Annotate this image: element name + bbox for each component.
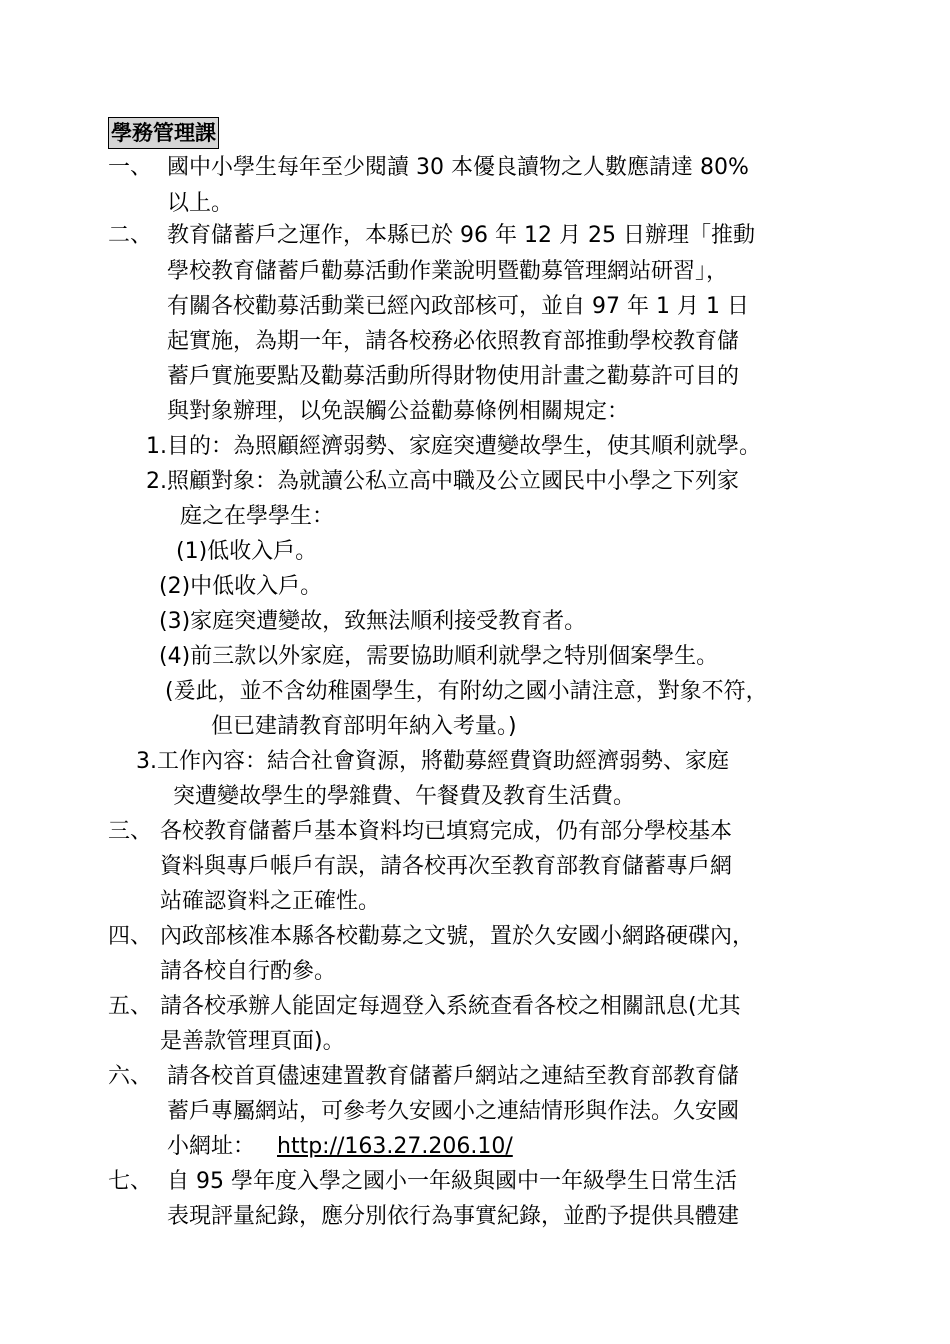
item-2-note-line-1: (爰此，並不含幼稚園學生，有附幼之國小請注意，對象不符， — [165, 679, 768, 704]
item-2-sub-3-line-2: 突遭變故學生的學雜費、午餐費及教育生活費。 — [173, 784, 636, 809]
item-2-number: 二、 — [108, 223, 153, 248]
item-6-line-3 — [167, 1129, 513, 1165]
item-1-number: 一、 — [108, 155, 153, 180]
item-1-line-1: 國中小學生每年至少閱讀 30 本優良讀物之人數應請達 80% — [167, 155, 749, 180]
item-4-number: 四、 — [108, 924, 153, 949]
item-2-sub-3-line-1: 3.工作內容：結合社會資源，將勸募經費資助經濟弱勢、家庭 — [136, 749, 729, 774]
item-7-number: 七、 — [108, 1169, 153, 1194]
item-6-number: 六、 — [108, 1064, 153, 1089]
item-4-line-2: 請各校自行酌參。 — [160, 959, 337, 984]
item-7-line-2: 表現評量紀錄，應分別依行為事實紀錄，並酌予提供具體建 — [167, 1204, 740, 1229]
item-2-line-2: 學校教育儲蓄戶勸募活動作業說明暨勸募管理網站研習」， — [167, 259, 729, 284]
item-2-line-4: 起實施，為期一年，請各校務必依照教育部推動學校教育儲 — [167, 329, 740, 354]
item-2-line-5: 蓄戶實施要點及勸募活動所得財物使用計畫之勸募許可目的 — [167, 364, 740, 389]
school-website-link[interactable]: http://163.27.206.10/ — [277, 1134, 513, 1159]
item-2-line-1: 教育儲蓄戶之運作，本縣已於 96 年 12 月 25 日辦理「推動 — [167, 223, 755, 248]
section-title: 學務管理課 — [108, 117, 219, 149]
item-4-line-1: 內政部核准本縣各校勸募之文號，置於久安國小網路硬碟內， — [160, 924, 755, 949]
item-2-point-3: (3)家庭突遭變故，致無法順利接受教育者。 — [159, 609, 587, 634]
item-2-line-3: 有關各校勸募活動業已經內政部核可，並自 97 年 1 月 1 日 — [167, 294, 749, 319]
item-2-point-1: (1)低收入戶。 — [176, 539, 318, 564]
item-2-line-6: 與對象辦理，以免誤觸公益勸募條例相關規定： — [167, 399, 630, 424]
item-3-line-1: 各校教育儲蓄戶基本資料均已填寫完成，仍有部分學校基本 — [160, 819, 733, 844]
item-2-point-4: (4)前三款以外家庭，需要協助順利就學之特別個案學生。 — [159, 644, 719, 669]
item-2-sub-1: 1.目的：為照顧經濟弱勢、家庭突遭變故學生，使其順利就學。 — [146, 434, 761, 459]
item-3-line-3: 站確認資料之正確性。 — [160, 889, 381, 914]
item-6-url-prefix: 小網址： — [167, 1134, 256, 1159]
item-2-note-line-2: 但已建請教育部明年納入考量。) — [211, 714, 517, 739]
item-2-sub-2-line-1: 2.照顧對象：為就讀公私立高中職及公立國民中小學之下列家 — [146, 469, 739, 494]
item-6-line-1: 請各校首頁儘速建置教育儲蓄戶網站之連結至教育部教育儲 — [167, 1064, 740, 1089]
item-5-number: 五、 — [108, 994, 153, 1019]
item-1-line-2: 以上。 — [167, 191, 234, 216]
item-5-line-2: 是善款管理頁面)。 — [160, 1029, 345, 1054]
item-2-sub-2-line-2: 庭之在學學生： — [180, 504, 335, 529]
item-7-line-1: 自 95 學年度入學之國小一年級與國中一年級學生日常生活 — [167, 1169, 737, 1194]
item-5-line-1: 請各校承辦人能固定每週登入系統查看各校之相關訊息(尤其 — [160, 994, 741, 1019]
item-3-number: 三、 — [108, 819, 153, 844]
item-2-point-2: (2)中低收入戶。 — [159, 574, 323, 599]
item-3-line-2: 資料與專戶帳戶有誤，請各校再次至教育部教育儲蓄專戶網 — [160, 854, 733, 879]
item-6-line-2: 蓄戶專屬網站，可參考久安國小之連結情形與作法。久安國 — [167, 1099, 740, 1124]
